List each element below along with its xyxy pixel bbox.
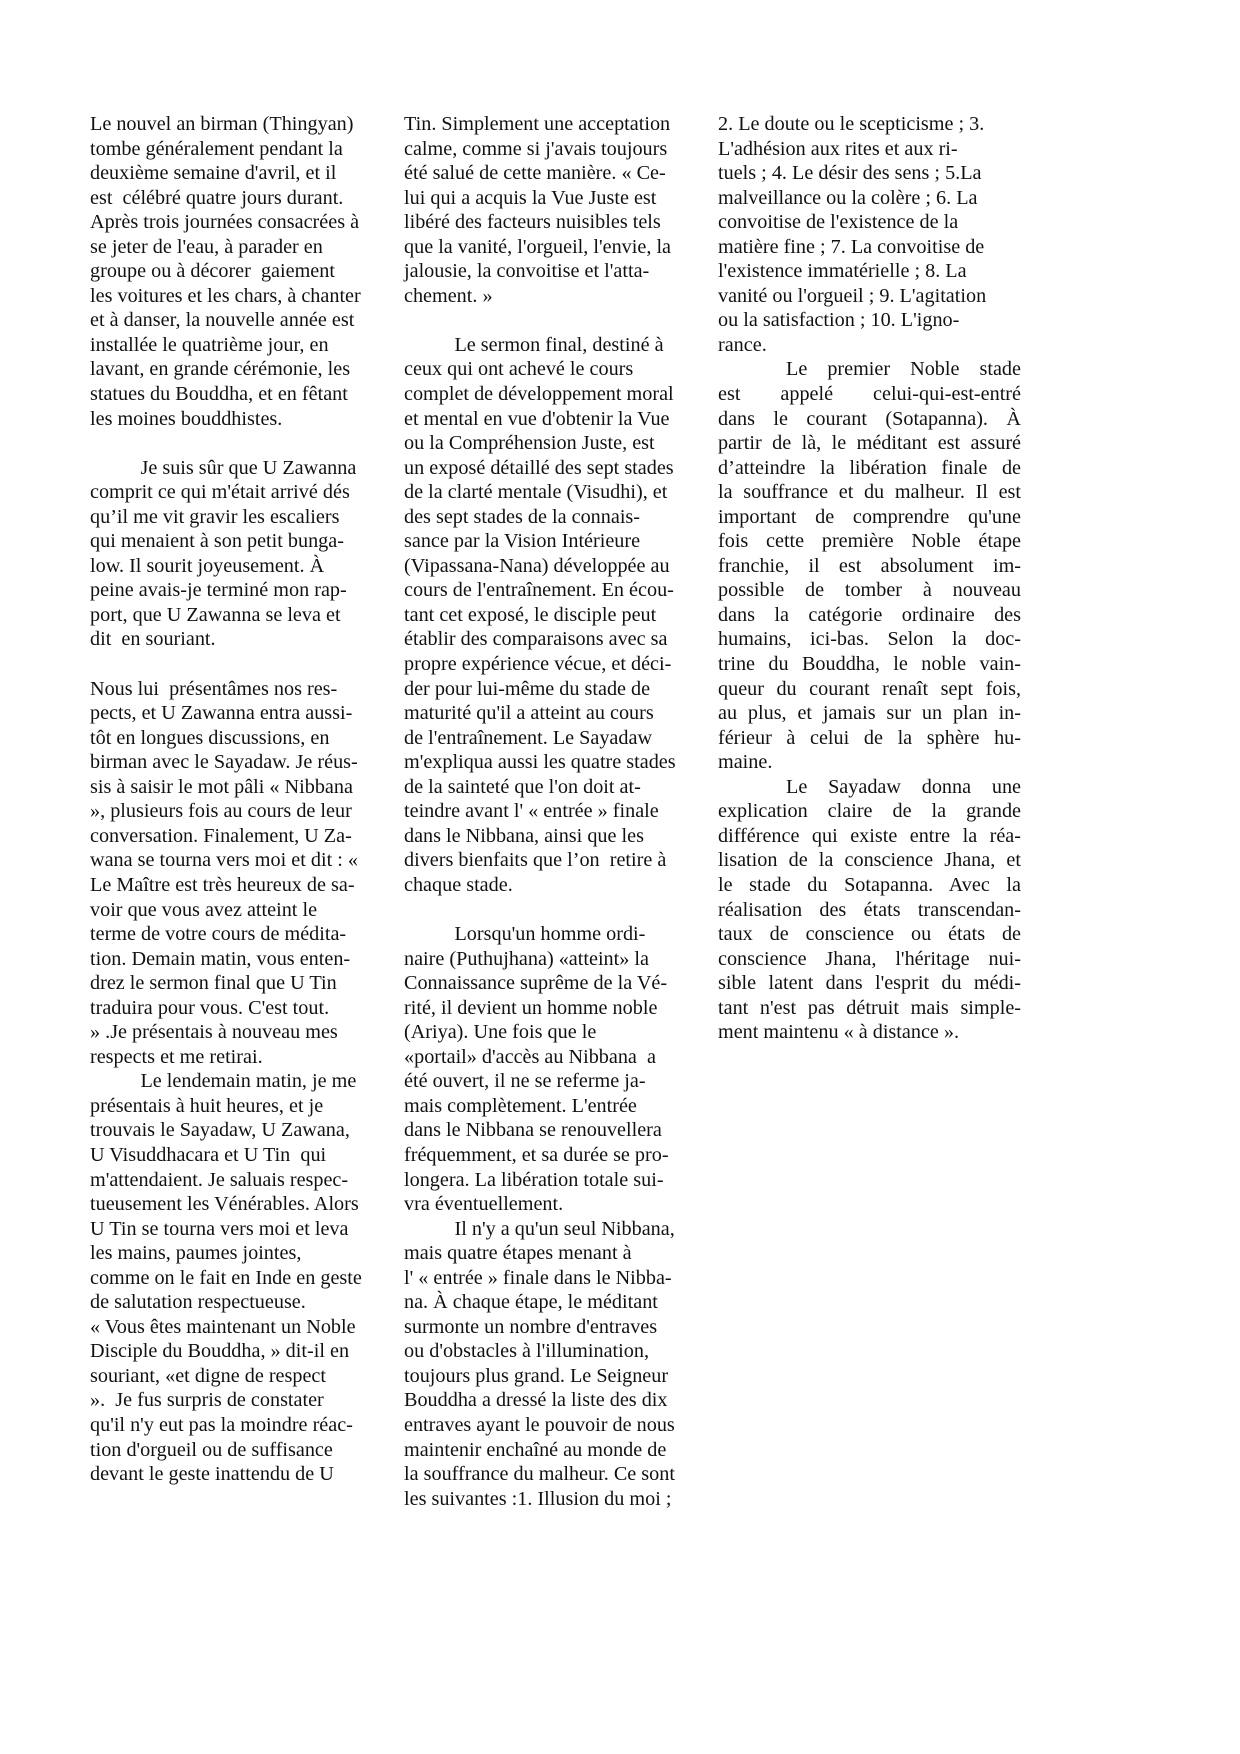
text-line: Le lendemain matin, je me xyxy=(90,1070,357,1093)
text-line: maine. xyxy=(718,751,773,774)
text-line: tion d'orgueil ou de suffisance xyxy=(90,1438,333,1461)
text-line: les moines bouddhistes. xyxy=(90,407,283,430)
text-line: que la vanité, l'orgueil, l'envie, la xyxy=(404,235,672,258)
text-line: mais complètement. L'entrée xyxy=(404,1094,637,1117)
text-line: été ouvert, il ne se referme ja- xyxy=(404,1070,646,1093)
text-line: Le Sayadaw donna une xyxy=(786,775,1021,798)
text-line: voir que vous avez atteint le xyxy=(90,898,318,921)
text-line: respects et me retirai. xyxy=(90,1045,263,1068)
text-line: jalousie, la convoitise et l'atta- xyxy=(404,260,650,283)
text-line: Disciple du Bouddha, » dit-il en xyxy=(90,1340,350,1363)
text-line: L'adhésion aux rites et aux ri- xyxy=(718,137,958,160)
text-column-1 xyxy=(90,112,400,1487)
text-line: U Tin se tourna vers moi et leva xyxy=(90,1217,349,1240)
text-line: maintenir enchaîné au monde de xyxy=(404,1438,667,1461)
text-line: dit en souriant. xyxy=(90,628,216,651)
text-line: ceux qui ont achevé le cours xyxy=(404,358,634,381)
text-line: lisation de la conscience Jhana, et xyxy=(718,849,1021,872)
text-line: deuxième semaine d'avril, et il xyxy=(90,162,337,185)
text-line: statues du Bouddha, et en fêtant xyxy=(90,383,348,406)
text-line: ou la Compréhension Juste, est xyxy=(404,432,655,455)
text-line: qui menaient à son petit bunga- xyxy=(90,530,344,553)
text-line: Le nouvel an birman (Thingyan) xyxy=(90,113,354,135)
blank-line xyxy=(404,308,709,333)
text-line: surmonte un nombre d'entraves xyxy=(404,1315,658,1338)
text-line: vanité ou l'orgueil ; 9. L'agitation xyxy=(718,284,987,307)
text-line: terme de votre cours de médita- xyxy=(90,923,347,946)
text-line: naire (Puthujhana) «atteint» la xyxy=(404,947,649,970)
text-line: rance. xyxy=(718,333,767,356)
text-line: low. Il sourit joyeusement. À xyxy=(90,554,325,577)
text-line: d’atteindre la libération finale de xyxy=(718,456,1021,479)
text-line: Nous lui présentâmes nos res- xyxy=(90,677,338,700)
text-line: libéré des facteurs nuisibles tels xyxy=(404,211,661,234)
text-line: taux de conscience ou états de xyxy=(718,923,1021,946)
text-line: tueusement les Vénérables. Alors xyxy=(90,1193,359,1216)
text-line: entraves ayant le pouvoir de nous xyxy=(404,1413,675,1436)
text-line: de salutation respectueuse. xyxy=(90,1291,306,1314)
text-line: installée le quatrième jour, en xyxy=(90,333,329,356)
text-line: malveillance ou la colère ; 6. La xyxy=(718,186,978,209)
text-line: les mains, paumes jointes, xyxy=(90,1242,302,1265)
text-line: souriant, «et digne de respect xyxy=(90,1364,327,1387)
blank-line xyxy=(404,898,709,923)
text-line: l'existence immatérielle ; 8. La xyxy=(718,260,967,283)
text-line: Bouddha a dressé la liste des dix xyxy=(404,1389,668,1412)
text-line: sis à saisir le mot pâli « Nibbana xyxy=(90,775,353,798)
text-line: convoitise de l'existence de la xyxy=(718,211,959,234)
text-line: teindre avant l' « entrée » finale xyxy=(404,800,659,823)
text-line: sance par la Vision Intérieure xyxy=(404,530,641,553)
text-line: la souffrance du malheur. Ce sont xyxy=(404,1463,675,1486)
text-line: de la sainteté que l'on doit at- xyxy=(404,775,641,798)
text-line: sible latent dans l'esprit du médi- xyxy=(718,972,1021,995)
text-line: tuels ; 4. Le désir des sens ; 5.La xyxy=(718,162,982,185)
text-line: «portail» d'accès au Nibbana a xyxy=(404,1045,656,1068)
text-line: la souffrance et du malheur. Il est xyxy=(718,481,1021,504)
text-line: Lorsqu'un homme ordi- xyxy=(404,923,646,946)
text-line: comme on le fait en Inde en geste xyxy=(90,1266,362,1289)
text-line: Tin. Simplement une acceptation xyxy=(404,113,671,135)
text-line: conscience Jhana, l'héritage nui- xyxy=(718,947,1021,970)
text-line: et mental en vue d'obtenir la Vue xyxy=(404,407,670,430)
text-line: wana se tourna vers moi et dit : « xyxy=(90,849,358,872)
text-line: devant le geste inattendu de U xyxy=(90,1463,334,1486)
text-line: fois cette première Noble étape xyxy=(718,530,1021,553)
text-line: « Vous êtes maintenant un Noble xyxy=(90,1315,356,1338)
text-line: » .Je présentais à nouveau mes xyxy=(90,1021,338,1044)
text-line: lui qui a acquis la Vue Juste est xyxy=(404,186,657,209)
text-line: matière fine ; 7. La convoitise de xyxy=(718,235,985,258)
text-line: Le premier Noble stade xyxy=(786,358,1021,381)
text-line: (Vipassana-Nana) développée au xyxy=(404,554,670,577)
text-line: établir des comparaisons avec sa xyxy=(404,628,668,651)
text-line: divers bienfaits que l’on retire à xyxy=(404,849,667,872)
text-line: maturité qu'il a atteint au cours xyxy=(404,702,654,725)
text-line: chement. » xyxy=(404,284,493,307)
text-line: les suivantes :1. Illusion du moi ; xyxy=(404,1487,672,1510)
text-line: m'attendaient. Je saluais respec- xyxy=(90,1168,349,1191)
text-line: calme, comme si j'avais toujours xyxy=(404,137,668,160)
text-line: dans le Nibbana, ainsi que les xyxy=(404,824,644,847)
text-line: toujours plus grand. Le Seigneur xyxy=(404,1364,669,1387)
text-line: tôt en longues discussions, en xyxy=(90,726,330,749)
text-line: tion. Demain matin, vous enten- xyxy=(90,947,351,970)
text-line: propre expérience vécue, et déci- xyxy=(404,653,672,676)
text-line: des sept stades de la connais- xyxy=(404,505,641,528)
text-line: et à danser, la nouvelle année est xyxy=(90,309,355,332)
text-line: », plusieurs fois au cours de leur xyxy=(90,800,352,823)
text-line: Connaissance suprême de la Vé- xyxy=(404,972,668,995)
text-line: lavant, en grande cérémonie, les xyxy=(90,358,351,381)
text-line: peine avais-je terminé mon rap- xyxy=(90,579,347,602)
text-line: Après trois journées consacrées à xyxy=(90,211,360,234)
text-line: les voitures et les chars, à chanter xyxy=(90,284,361,307)
text-line: dans la catégorie ordinaire des xyxy=(718,603,1021,626)
text-column-2 xyxy=(404,112,709,1511)
text-line: comprit ce qui m'était arrivé dés xyxy=(90,481,350,504)
text-line: été salué de cette manière. « Ce- xyxy=(404,162,666,185)
text-line: port, que U Zawanna se leva et xyxy=(90,603,341,626)
text-line: réalisation des états transcendan- xyxy=(718,898,1021,921)
text-line: franchie, il est absolument im- xyxy=(718,554,1021,577)
text-line: un exposé détaillé des sept stades xyxy=(404,456,674,479)
text-line: vra éventuellement. xyxy=(404,1193,564,1216)
text-line: partir de là, le méditant est assuré xyxy=(718,432,1021,455)
text-line: tombe généralement pendant la xyxy=(90,137,343,160)
text-line: tant n'est pas détruit mais simple- xyxy=(718,996,1021,1019)
text-line: ou d'obstacles à l'illumination, xyxy=(404,1340,650,1363)
text-line: ou la satisfaction ; 10. L'igno- xyxy=(718,309,960,332)
text-line: mais quatre étapes menant à xyxy=(404,1242,632,1265)
text-line: drez le sermon final que U Tin xyxy=(90,972,337,995)
text-line: humains, ici-bas. Selon la doc- xyxy=(718,628,1021,651)
text-line: férieur à celui de la sphère hu- xyxy=(718,726,1021,749)
text-line: fréquemment, et sa durée se pro- xyxy=(404,1143,669,1166)
text-line: chaque stade. xyxy=(404,873,513,896)
text-line: birman avec le Sayadaw. Je réus- xyxy=(90,751,358,774)
text-line: tant cet exposé, le disciple peut xyxy=(404,603,657,626)
text-line: queur du courant renaît sept fois, xyxy=(718,677,1021,700)
text-line: rité, il devient un homme noble xyxy=(404,996,658,1019)
text-line: longera. La libération totale sui- xyxy=(404,1168,664,1191)
text-line: présentais à huit heures, et je xyxy=(90,1094,324,1117)
text-line: U Visuddhacara et U Tin qui xyxy=(90,1143,327,1166)
text-line: 2. Le doute ou le scepticisme ; 3. xyxy=(718,113,985,135)
text-line: trine du Bouddha, le noble vain- xyxy=(718,653,1021,676)
text-line: l' « entrée » finale dans le Nibba- xyxy=(404,1266,672,1289)
text-column-3 xyxy=(718,112,1021,1045)
text-line: au plus, et jamais sur un plan in- xyxy=(718,702,1021,725)
text-line: ». Je fus surpris de constater xyxy=(90,1389,324,1412)
text-line: qu’il me vit gravir les escaliers xyxy=(90,505,340,528)
text-line: trouvais le Sayadaw, U Zawana, xyxy=(90,1119,350,1142)
text-line: se jeter de l'eau, à parader en xyxy=(90,235,323,258)
text-line: conversation. Finalement, U Za- xyxy=(90,824,352,847)
text-line: est appelé celui-qui-est-entré xyxy=(718,383,1021,406)
text-line: ment maintenu « à distance ». xyxy=(718,1021,960,1044)
text-line: Le Maître est très heureux de sa- xyxy=(90,873,355,896)
text-line: (Ariya). Une fois que le xyxy=(404,1021,597,1044)
text-line: dans le courant (Sotapanna). À xyxy=(718,407,1021,430)
text-line: important de comprendre qu'une xyxy=(718,505,1021,528)
text-line: le stade du Sotapanna. Avec la xyxy=(718,873,1021,896)
blank-line xyxy=(90,652,400,677)
text-line: qu'il n'y eut pas la moindre réac- xyxy=(90,1413,353,1436)
text-line: dans le Nibbana se renouvellera xyxy=(404,1119,662,1142)
text-line: différence qui existe entre la réa- xyxy=(718,824,1021,847)
text-line: pects, et U Zawanna entra aussi- xyxy=(90,702,353,725)
text-line: de l'entraînement. Le Sayadaw xyxy=(404,726,653,749)
text-line: explication claire de la grande xyxy=(718,800,1021,823)
text-line: possible de tomber à nouveau xyxy=(718,579,1021,602)
text-line: est célébré quatre jours durant. xyxy=(90,186,344,209)
blank-line xyxy=(90,431,400,456)
text-line: der pour lui-même du stade de xyxy=(404,677,651,700)
text-line: groupe ou à décorer gaiement xyxy=(90,260,335,283)
text-line: na. À chaque étape, le méditant xyxy=(404,1291,658,1314)
text-line: cours de l'entraînement. En écou- xyxy=(404,579,674,602)
text-line: complet de développement moral xyxy=(404,383,674,406)
text-line: Le sermon final, destiné à xyxy=(404,333,664,356)
text-line: Il n'y a qu'un seul Nibbana, xyxy=(404,1217,675,1240)
text-line: Je suis sûr que U Zawanna xyxy=(90,456,357,479)
text-line: traduira pour vous. C'est tout. xyxy=(90,996,330,1019)
text-line: m'expliqua aussi les quatre stades xyxy=(404,751,676,774)
text-line: de la clarté mentale (Visudhi), et xyxy=(404,481,668,504)
